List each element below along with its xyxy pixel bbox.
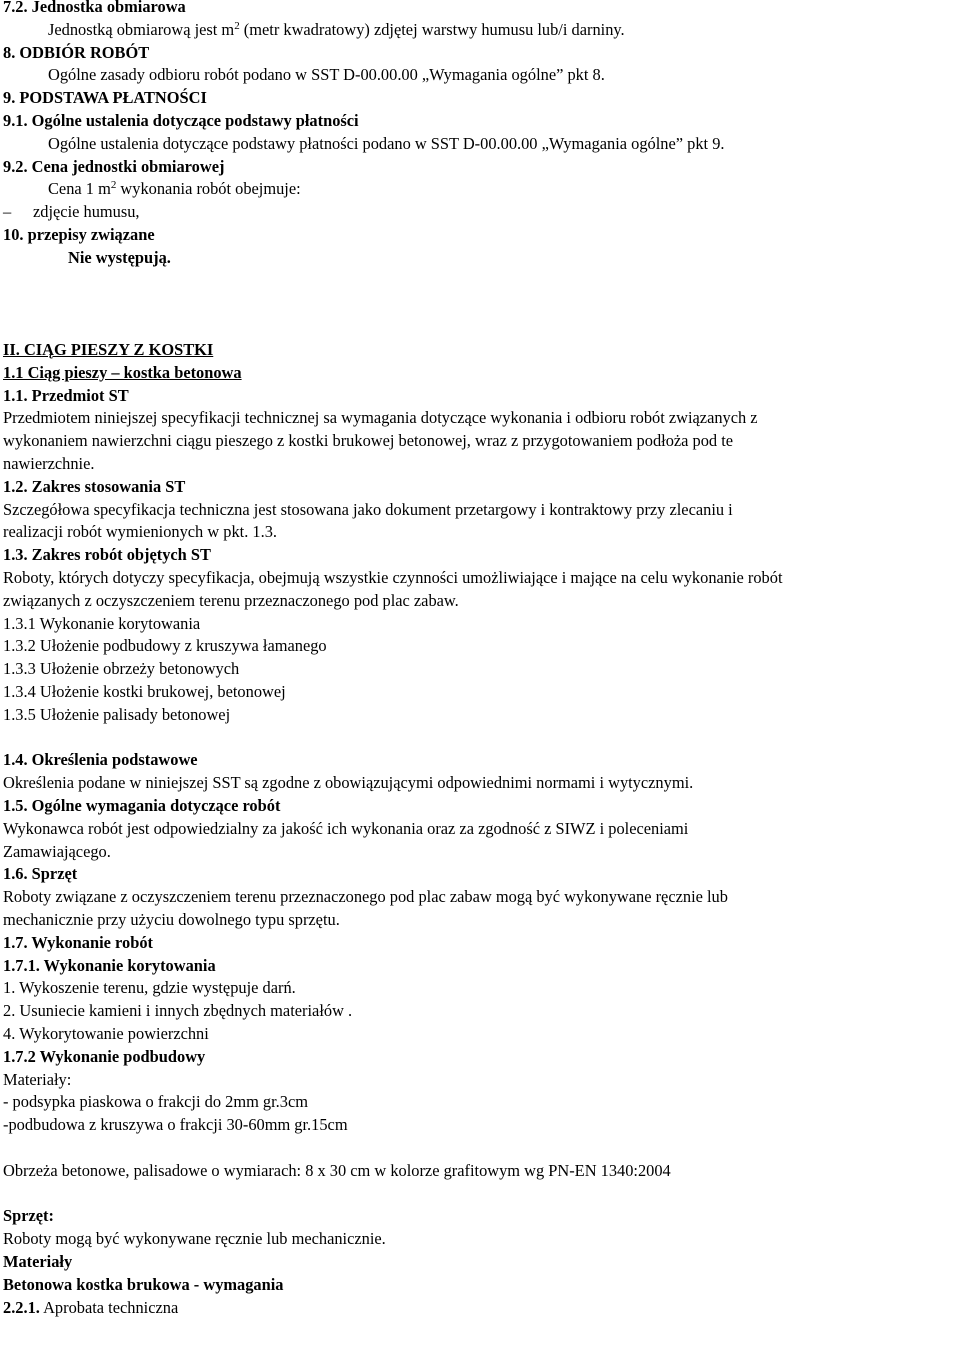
section-9-1-heading: 9.1. Ogólne ustalenia dotyczące podstawy płatności xyxy=(3,111,359,130)
paragraph-line: Określenia podane w niniejszej SST są zgodne z obowiązującymi odpowiednimi normami i wytycznymi. xyxy=(3,773,694,793)
section-9-2-heading: 9.2. Cena jednostki obmiarowej xyxy=(3,156,225,176)
list-item: 1.3.2 Ułożenie podbudowy z kruszywa łamanego xyxy=(3,636,327,656)
list-item: 1.3.1 Wykonanie korytowania xyxy=(3,613,201,633)
list-item: 1.3.3 Ułożenie obrzeży betonowych xyxy=(3,659,240,679)
list-item: 4. Wykorytowanie powierzchni xyxy=(3,1023,209,1043)
paving-requirements-heading: Betonowa kostka brukowa - wymagania xyxy=(3,1274,284,1294)
list-item: 1. Wykoszenie terenu, gdzie występuje darń. xyxy=(3,978,296,998)
paragraph-line: Zamawiającego. xyxy=(3,841,111,861)
paragraph-line: Roboty związane z oczyszczeniem terenu przeznaczonego pod plac zabaw mogą być wykonywane ręcznie lub xyxy=(3,887,728,907)
section-1-3-heading: 1.3. Zakres robót objętych ST xyxy=(3,545,211,565)
paragraph-line: mechanicznie przy użyciu dowolnego typu sprzętu. xyxy=(3,909,340,929)
dash-bullet: – xyxy=(3,202,12,222)
material-item: -podbudowa z kruszywa o frakcji 30-60mm gr.15cm xyxy=(3,1115,348,1135)
equipment-heading: Sprzęt: xyxy=(3,1206,54,1226)
material-item: - podsypka piaskowa o frakcji do 2mm gr.3cm xyxy=(3,1092,308,1112)
section-1-2-heading: 1.2. Zakres stosowania ST xyxy=(3,476,186,496)
curbs-spec: Obrzeża betonowe, palisadowe o wymiarach: 8 x 30 cm w kolorze grafitowym wg PN-EN 1340:2004 xyxy=(3,1160,671,1180)
paragraph-line: wykonaniem nawierzchni ciągu pieszego z kostki brukowej betonowej, wraz z przygotowaniem podłoża pod te xyxy=(3,431,734,451)
paragraph-line: nawierzchnie. xyxy=(3,453,95,473)
section-8-heading: 8. ODBIÓR ROBÓT xyxy=(3,42,150,62)
section-1-1-subheading: 1.1 Ciąg pieszy – kostka betonowa xyxy=(3,362,242,382)
equipment-text: Roboty mogą być wykonywane ręcznie lub mechanicznie. xyxy=(3,1229,386,1249)
list-item: 1.3.5 Ułożenie palisady betonowej xyxy=(3,704,231,724)
section-7-2-heading: 7.2. Jednostka obmiarowa xyxy=(3,0,186,16)
section-1-4-heading: 1.4. Określenia podstawowe xyxy=(3,750,198,770)
paragraph-line: Wykonawca robót jest odpowiedzialny za jakość ich wykonania oraz za zgodność z SIWZ i poleceniami xyxy=(3,818,689,838)
section-10-text: Nie występują. xyxy=(68,247,171,267)
section-9-2-text: Cena 1 $m^2$ wykonania robót obejmuje: xyxy=(48,179,301,199)
materials-heading: Materiały xyxy=(3,1251,73,1271)
materials-label: Materiały: xyxy=(3,1069,72,1089)
paragraph-line: Przedmiotem niniejszej specyfikacji technicznej sa wymagania dotyczące wykonania i odbioru robót związanych z xyxy=(3,408,758,428)
section-1-7-1-heading: 1.7.1. Wykonanie korytowania xyxy=(3,955,216,975)
section-1-5-heading: 1.5. Ogólne wymagania dotyczące robót xyxy=(3,795,281,815)
section-10-heading: 10. przepisy związane xyxy=(3,225,155,244)
section-1-6-heading: 1.6. Sprzęt xyxy=(3,864,78,884)
section-9-2-list-item: – zdjęcie humusu, xyxy=(3,202,140,222)
section-9-1-text: Ogólne ustalenia dotyczące podstawy płatności podano w SST D-00.00.00 „Wymagania ogólne” pkt 9. xyxy=(48,133,725,153)
paragraph-line: Roboty, których dotyczy specyfikacja, obejmują wszystkie czynności umożliwiające i mające na celu wykonanie robót xyxy=(3,567,783,587)
list-item: 1.3.4 Ułożenie kostki brukowej, betonowej xyxy=(3,681,286,701)
section-1-7-2-heading: 1.7.2 Wykonanie podbudowy xyxy=(3,1046,206,1066)
section-9-heading: 9. PODSTAWA PŁATNOŚCI xyxy=(3,88,207,108)
section-8-text: Ogólne zasady odbioru robót podano w SST D-00.00.00 „Wymagania ogólne” pkt 8. xyxy=(48,65,605,85)
paragraph-line: Szczegółowa specyfikacja techniczna jest stosowana jako dokument przetargowy i kontraktowy przy zlecaniu i xyxy=(3,499,733,519)
list-item: 2. Usuniecie kamieni i innych zbędnych materiałów . xyxy=(3,1001,353,1021)
section-7-2-text: Jednostką obmiarową jest $m^2$ (metr kwadratowy) zdjętej warstwy humusu lub/i darniny. xyxy=(48,19,625,39)
section-2-2-1-heading: 2.2.1. Aprobata techniczna xyxy=(3,1297,179,1317)
paragraph-line: realizacji robót wymienionych w pkt. 1.3. xyxy=(3,522,278,542)
section-1-1-heading: 1.1. Przedmiot ST xyxy=(3,385,129,405)
section-1-7-heading: 1.7. Wykonanie robót xyxy=(3,932,153,952)
paragraph-line: związanych z oczyszczeniem terenu przeznaczonego pod plac zabaw. xyxy=(3,590,459,610)
part-2-heading: II. CIĄG PIESZY Z KOSTKI xyxy=(3,339,214,359)
